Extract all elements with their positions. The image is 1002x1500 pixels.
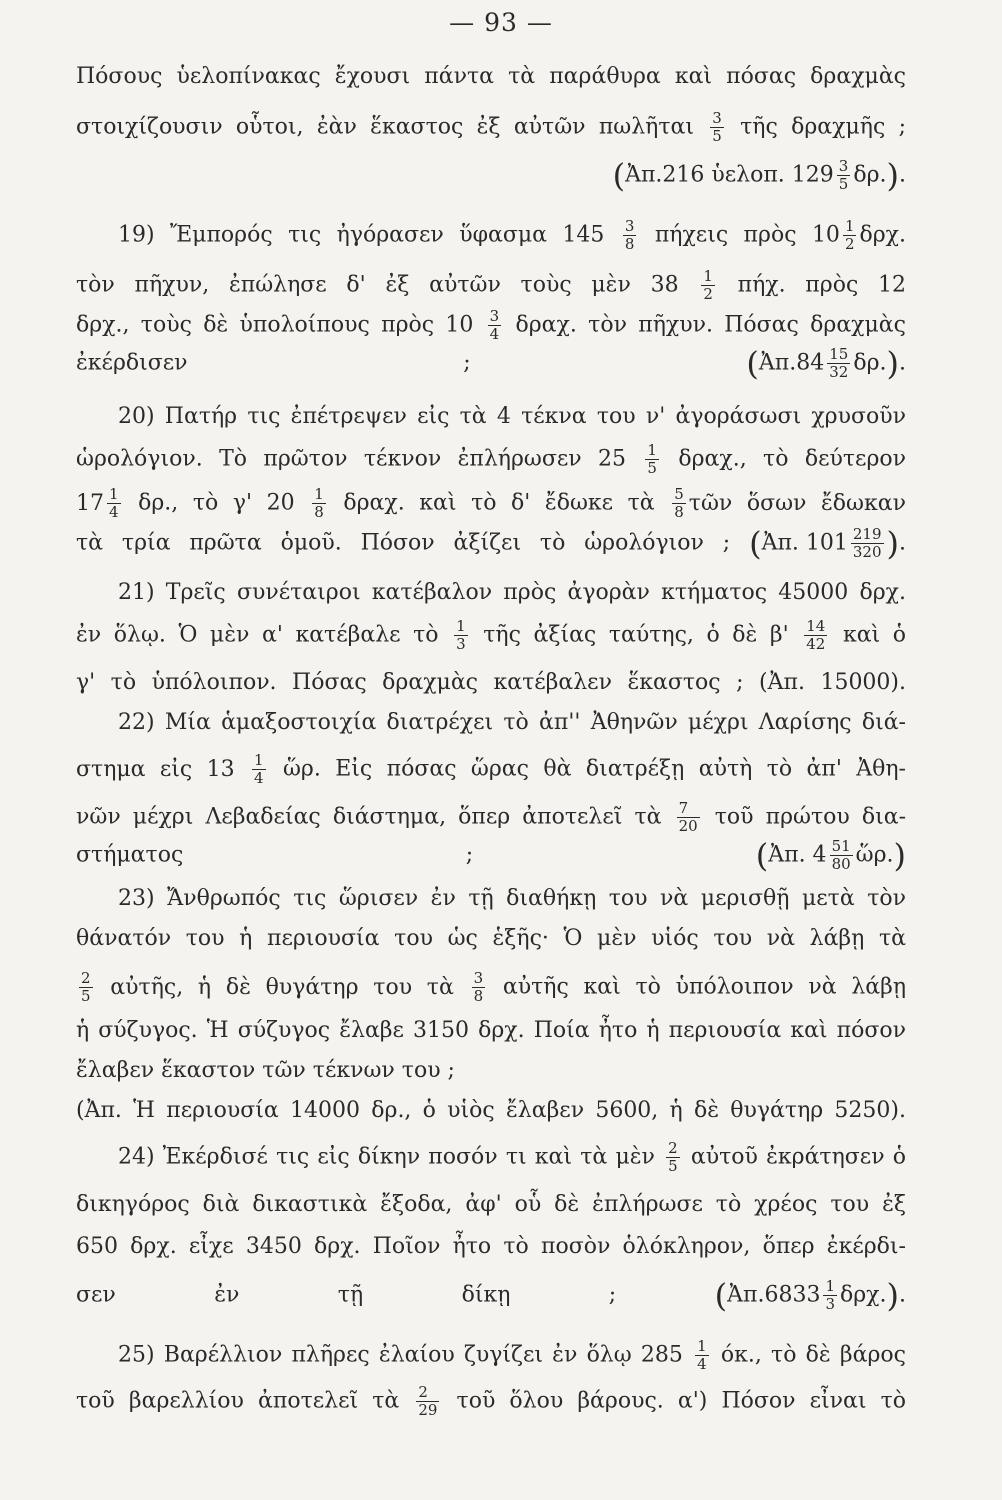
text-line: 650 δρχ. εἶχε 3450 δρχ. Ποῖον ἦτο τὸ ποσὸν ὁλόκληρον, ὅπερ ἐκέρδι- (76, 1234, 906, 1259)
problem-21-start: 21) Τρεῖς συνέταιροι κατέβαλον πρὸς ἀγορὰν κτήματος 45000 δρχ. (118, 580, 906, 605)
problem-20-start: 20) Πατήρ τις ἐπέτρεψεν εἰς τὰ 4 τέκνα του ν' ἀγοράσωσι χρυσοῦν (118, 404, 906, 429)
text-line: νῶν μέχρι Λεβαδείας διάστημα, ὅπερ ἀποτελεῖ τὰ $\frac{7}{20}$ τοῦ πρώτου δια- (76, 799, 907, 835)
text-line: δικηγόρος διὰ δικαστικὰ ἔξοδα, ἀφ' οὗ δὲ ἐπλήρωσε τὸ χρέος του ἐξ (76, 1192, 906, 1217)
text-line: ἔλαβεν ἕκαστον τῶν τέκνων του ; (76, 1058, 455, 1083)
problem-19-start: 19) Ἔμπορός τις ἠγόρασεν ὕφασμα 145 $\frac{3}{8}$ πήχεις πρὸς 10 $\frac{1}{2}$ δρχ. (118, 217, 906, 253)
text-line: Πόσους ὑελοπίνακας ἔχουσι πάντα τὰ παράθυρα καὶ πόσας δραχμὰς (76, 64, 906, 89)
fraction: $\frac{3}{5}$ (712, 109, 722, 145)
answer: (Ἀπ. 4 $\frac{51}{80}$ ὥρ.) (755, 836, 907, 875)
problem-25-start: 25) Βαρέλλιον πλῆρες ἐλαίου ζυγίζει ἐν ὅλῳ 285 $\frac{1}{4}$ όκ., τὸ δὲ βάρος (118, 1337, 906, 1373)
problem-23-start: 23) Ἄνθρωπός τις ὥρισεν ἐν τῇ διαθήκῃ του νὰ μερισθῇ μετὰ τὸν (118, 886, 906, 911)
problem-24-start: 24) Ἐκέρδισέ τις εἰς δίκην ποσόν τι καὶ τὰ μὲν $\frac{2}{5}$ αὐτοῦ ἐκράτησεν ὁ (118, 1139, 907, 1175)
text-line: θάνατόν του ἡ περιουσία του ὡς ἑξῆς· Ὁ μὲν υἱός του νὰ λάβῃ τὰ (76, 926, 906, 951)
text-line: ἐν ὅλῳ. Ὁ μὲν α' κατέβαλε τὸ $\frac{1}{3}$ τῆς ἀξίας ταύτης, ὁ δὲ β' $\frac{14}{42}$ καὶ ὁ (76, 617, 906, 653)
text-line: γ' τὸ ὑπόλοιπον. Πόσας δραχμὰς κατέβαλεν ἕκαστος ; (Ἀπ. 15000). (76, 670, 907, 695)
text-line: στοιχίζουσιν οὗτοι, ἐὰν ἕκαστος ἐξ αὐτῶν πωλῆται $\frac{3}{5}$ τῆς δραχμῆς ; (76, 109, 906, 145)
text-line: τὸν πῆχυν, ἐπώλησε δ' ἐξ αὐτῶν τοὺς μὲν 38 $\frac{1}{2}$ πήχ. πρὸς 12 (76, 267, 906, 303)
text-line: ὡρολόγιον. Τὸ πρῶτον τέκνον ἐπλήρωσεν 25 $\frac{1}{5}$ δραχ., τὸ δεύτερον (76, 441, 906, 477)
answer-line: (Ἀπ. Ἡ περιουσία 14000 δρ., ὁ υἱὸς ἔλαβεν 5600, ἡ δὲ θυγάτηρ 5250). (76, 1098, 906, 1123)
answer-line (76, 158, 906, 193)
answer: (Ἀπ. 101 $\frac{219}{320}$ ). (749, 524, 907, 563)
answer: (Ἀπ. 15000). (759, 670, 907, 695)
text-line: ἐκέρδισεν ; (Ἀπ.84 $\frac{15}{32}$ δρ.). (76, 344, 906, 383)
text-line: στήματος ; (Ἀπ. 4 $\frac{51}{80}$ ὥρ.) (76, 836, 907, 875)
text-line: 17 $\frac{1}{4}$ δρ., τὸ γ' 20 $\frac{1}{8}$ δραχ. καὶ τὸ δ' ἔδωκε τὰ $\frac{5}{8}$ τῶν ὅσων ἔδωκαν (76, 485, 906, 521)
text-line: τὰ τρία πρῶτα ὁμοῦ. Πόσον ἀξίζει τὸ ὡρολόγιον ; (Ἀπ. 101 $\frac{219}{320}$ ). (76, 524, 907, 563)
answer: (Ἀπ.6833 $\frac{1}{3}$ δρχ.). (714, 1276, 906, 1315)
text-line: ἡ σύζυγος. Ἡ σύζυγος ἔλαβε 3150 δρχ. Ποία ἦτο ἡ περιουσία καὶ πόσον (76, 1018, 906, 1043)
text-line: σεν ἐν τῇ δίκῃ ; (Ἀπ.6833 $\frac{1}{3}$ δρχ.). (76, 1276, 906, 1315)
answer: (Ἀπ.84 $\frac{15}{32}$ δρ.). (746, 344, 906, 383)
problem-22-start: 22) Μία ἁμαξοστοιχία διατρέχει τὸ ἀπ'' Ἀθηνῶν μέχρι Λαρίσης διά- (118, 710, 906, 735)
answer: (Ἀπ.216 ὑελοπ. 129 $\frac{3}{5}$ δρ.). (612, 156, 906, 195)
text-line: δρχ., τοὺς δὲ ὑπολοίπους πρὸς 10 $\frac{3}{4}$ δραχ. τὸν πῆχυν. Πόσας δραχμὰς (76, 307, 906, 343)
page-number: — 93 — (449, 8, 553, 37)
text-line: τοῦ βαρελλίου ἀποτελεῖ τὰ $\frac{2}{29}$ τοῦ ὅλου βάρους. α') Πόσον εἶναι τὸ (76, 1383, 907, 1419)
text-line: $\frac{2}{5}$ αὐτῆς, ἡ δὲ θυγάτηρ του τὰ $\frac{3}{8}$ αὐτῆς καὶ τὸ ὑπόλοιπον νὰ λάβῃ (81, 969, 907, 1005)
text-line: στημα εἰς 13 $\frac{1}{4}$ ὥρ. Εἰς πόσας ὥρας θὰ διατρέξῃ αὐτὴ τὸ ἀπ' Ἀθη- (76, 751, 906, 787)
